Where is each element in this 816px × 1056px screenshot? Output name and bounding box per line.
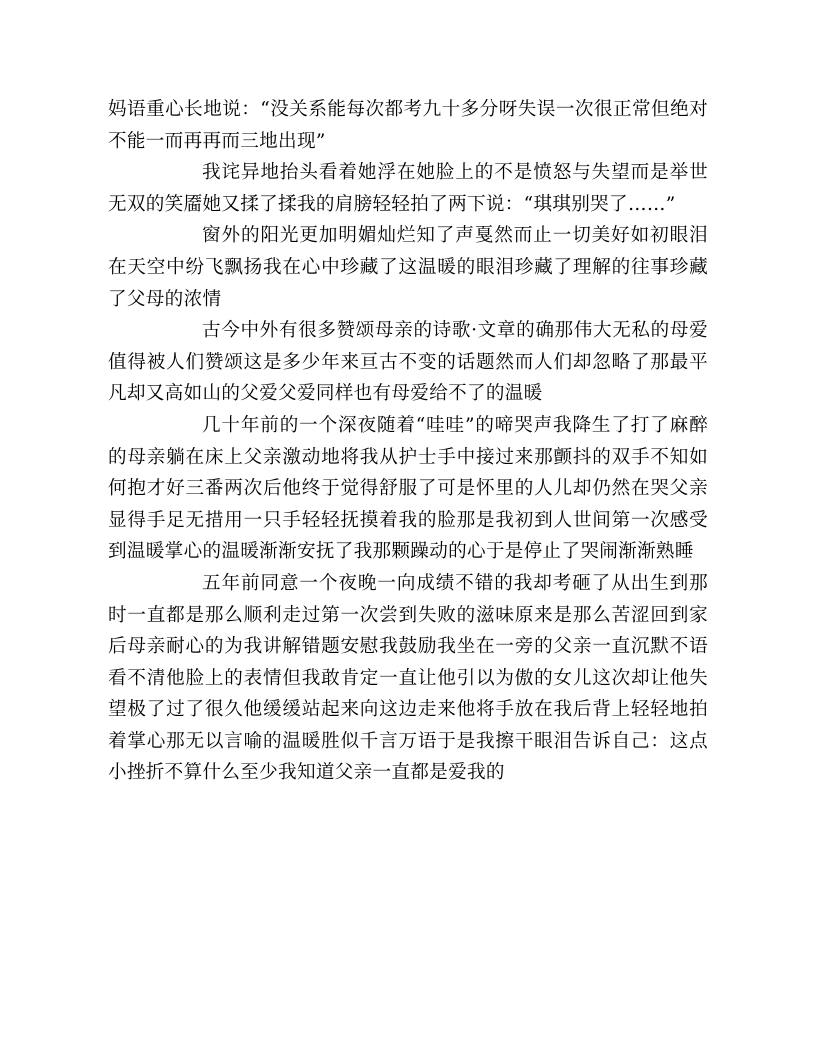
document-page <box>108 94 708 789</box>
paragraph-2: 我诧异地抬头看着她浮在她脸上的不是愤怒与失望而是举世无双的笑靥她又揉了揉我的肩膀轻轻拍了两下说：“琪琪别哭了……” <box>108 162 708 215</box>
paragraph-3: 窗外的阳光更加明媚灿烂知了声戛然而止一切美好如初眼泪在天空中纷飞飘扬我在心中珍藏了这温暖的眼泪珍藏了理解的往事珍藏了父母的浓情 <box>108 225 708 310</box>
paragraph-5: 几十年前的一个深夜随着“哇哇”的啼哭声我降生了打了麻醉的母亲躺在床上父亲激动地将我从护士手中接过来那颤抖的双手不知如何抱才好三番两次后他终于觉得舒服了可是怀里的人儿却仍然在哭父亲显得手足无措用一只手轻轻抚摸着我的脸那是我初到人世间第一次感受到温暖掌心的温暖渐渐安抚了我那颗躁动的心于是停止了哭闹渐渐熟睡 <box>108 414 708 563</box>
paragraph-6: 五年前同意一个夜晚一向成绩不错的我却考砸了从出生到那时一直都是那么顺利走过第一次尝到失败的滋味原来是那么苦涩回到家后母亲耐心的为我讲解错题安慰我鼓励我坐在一旁的父亲一直沉默不语看不清他脸上的表情但我敢肯定一直让他引以为傲的女儿这次却让他失望极了过了很久他缓缓站起来向这边走来他将手放在我后背上轻轻地拍着掌心那无以言喻的温暖胜似千言万语于是我擦干眼泪告诉自己：这点小挫折不算什么至少我知道父亲一直都是爱我的 <box>108 572 708 784</box>
paragraph-1: 妈语重心长地说：“没关系能每次都考九十多分呀失误一次很正常但绝对不能一而再再而三地出现” <box>108 99 708 152</box>
paragraph-4: 古今中外有很多赞颂母亲的诗歌·文章的确那伟大无私的母爱值得被人们赞颂这是多少年来亘古不变的话题然而人们却忽略了那最平凡却又高如山的父爱父爱同样也有母爱给不了的温暖 <box>108 320 708 405</box>
